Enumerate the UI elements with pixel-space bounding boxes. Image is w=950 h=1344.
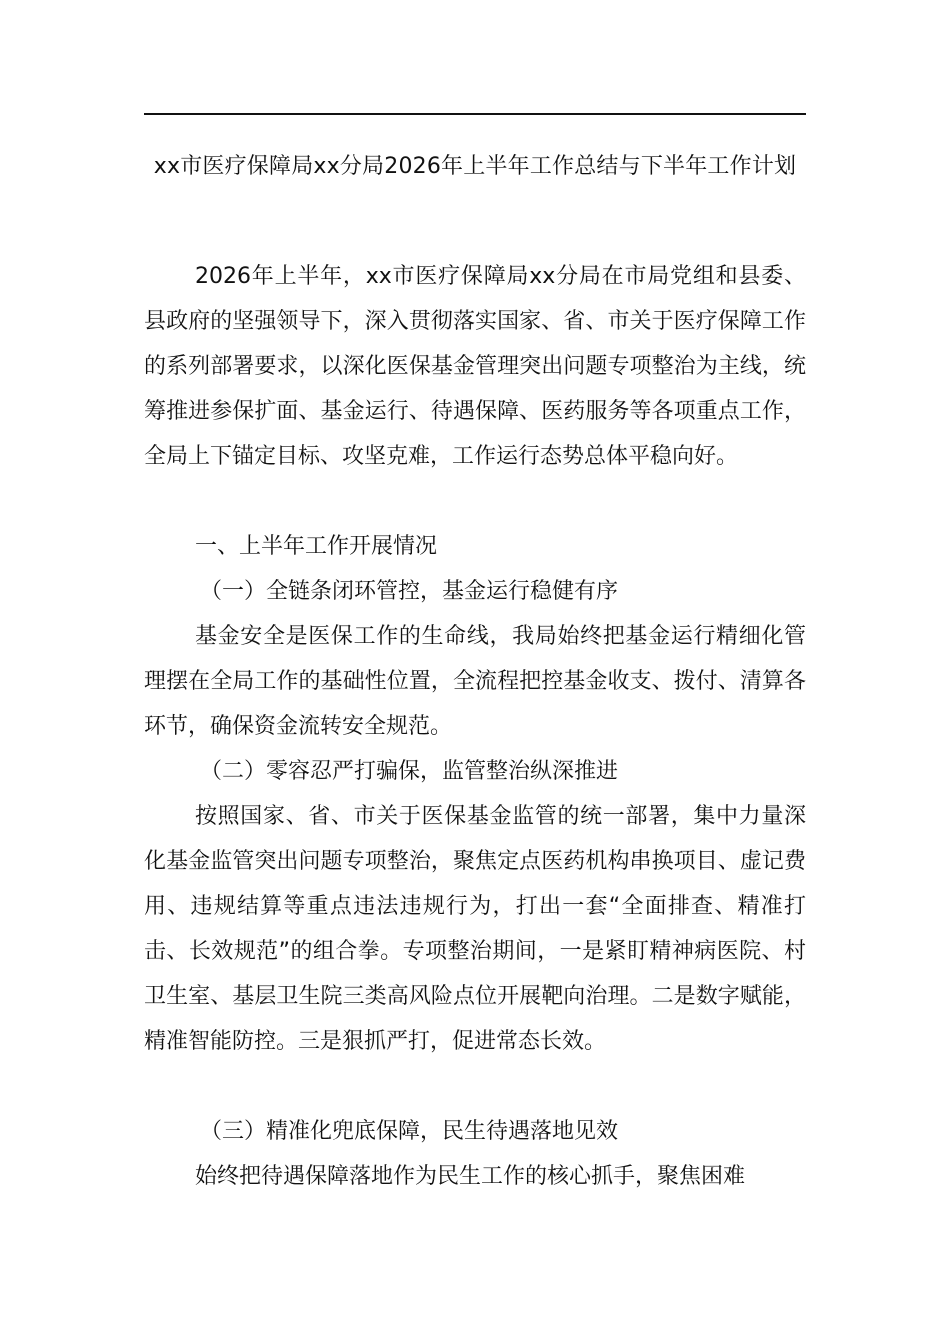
subsection-heading-2: （二）零容忍严打骗保，监管整治纵深推进: [200, 759, 619, 784]
subsection-paragraph-1: 基金安全是医保工作的生命线，我局始终把基金运行精细化管理摆在全局工作的基础性位置，全流程把控基金收支、拨付、清算各环节，确保资金流转安全规范。: [144, 624, 806, 739]
subsection-paragraph-3: 始终把待遇保障落地作为民生工作的核心抓手，聚焦困难: [195, 1164, 746, 1189]
subsection-paragraph-2: 按照国家、省、市关于医保基金监管的统一部署，集中力量深化基金监管突出问题专项整治，聚焦定点医药机构串换项目、虚记费用、违规结算等重点违法违规行为，打出一套“全面排查、精准打击、长效规范”的组合拳。专项整治期间，一是紧盯精神病医院、村卫生室、基层卫生院三类高风险点位开展靶向治理。二是数字赋能，精准智能防控。三是狠抓严打，促进常态长效。: [144, 804, 806, 1054]
section-heading-1: 一、上半年工作开展情况: [195, 534, 438, 559]
subsection-heading-3: （三）精准化兜底保障，民生待遇落地见效: [200, 1119, 619, 1144]
document-title: xx市医疗保障局xx分局2026年上半年工作总结与下半年工作计划: [153, 154, 797, 179]
intro-paragraph: 2026年上半年，xx市医疗保障局xx分局在市局党组和县委、县政府的坚强领导下，深入贯彻落实国家、省、市关于医疗保障工作的系列部署要求，以深化医保基金管理突出问题专项整治为主线，统筹推进参保扩面、基金运行、待遇保障、医药服务等各项重点工作，全局上下锚定目标、攻坚克难，工作运行态势总体平稳向好。: [144, 264, 806, 469]
subsection-heading-1: （一）全链条闭环管控，基金运行稳健有序: [200, 579, 619, 604]
header-rule: [144, 113, 806, 115]
